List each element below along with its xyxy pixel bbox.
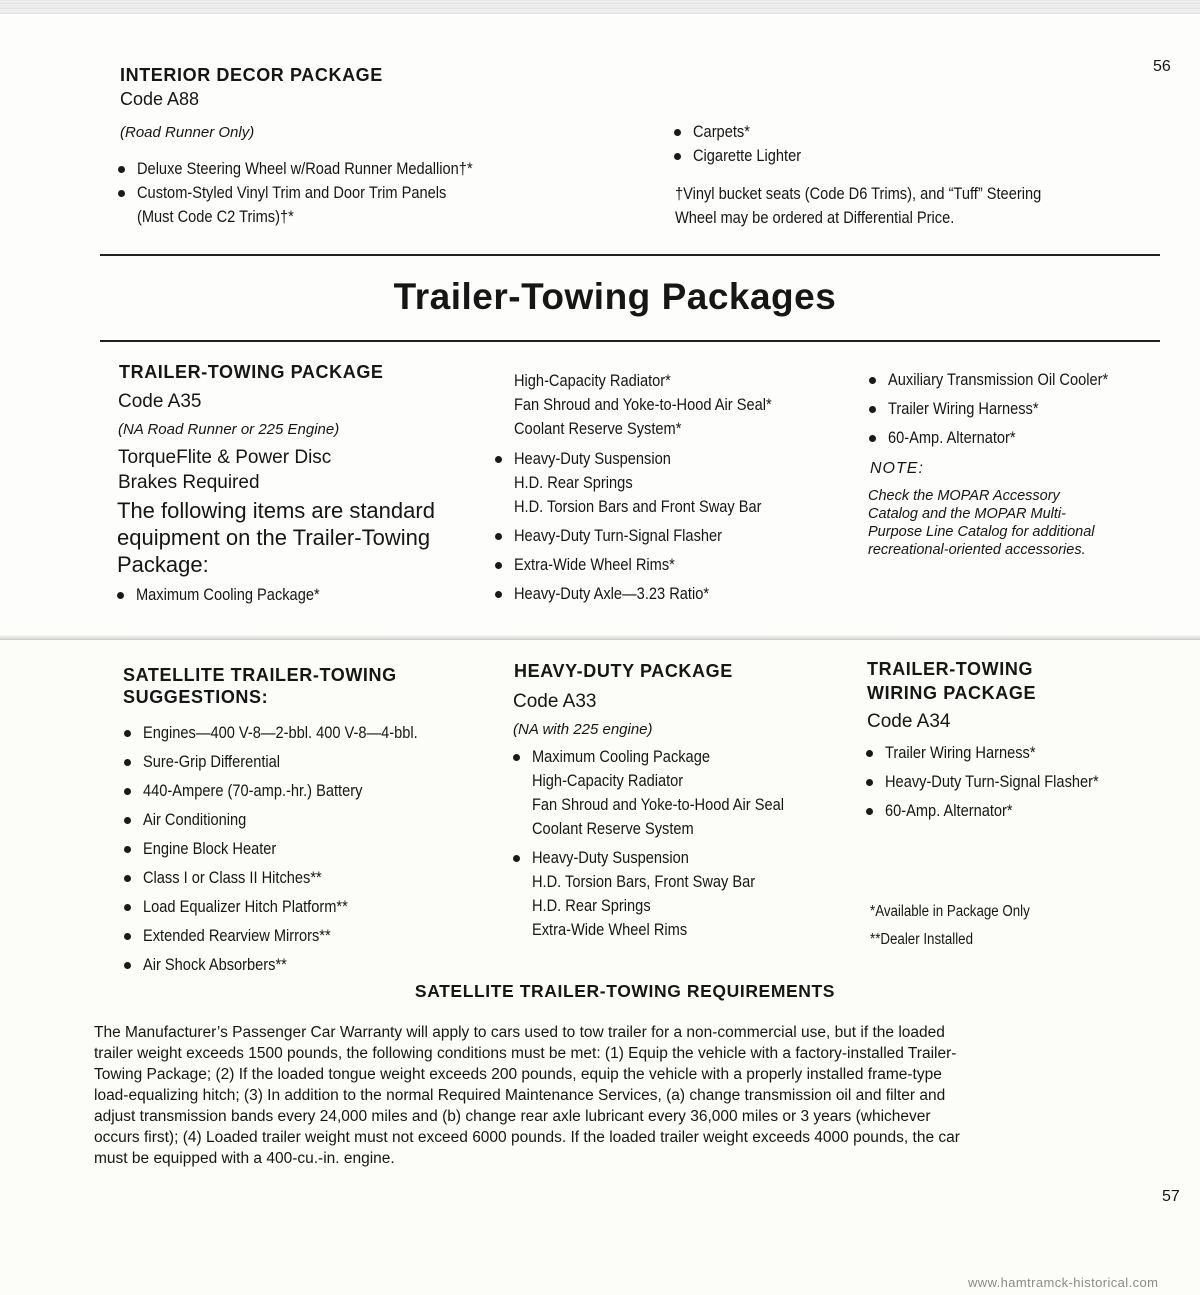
list-item: Extended Rearview Mirrors** — [124, 921, 462, 950]
list-item: Engines—400 V-8—2-bbl. 400 V-8—4-bbl. — [124, 718, 462, 747]
heavy-duty-heading: HEAVY-DUTY PACKAGE — [514, 661, 733, 681]
bullet-icon — [124, 904, 131, 911]
bullet-icon — [513, 754, 520, 761]
list-item: Cigarette Lighter — [674, 144, 819, 168]
list-item: Heavy-Duty Suspension — [513, 846, 825, 870]
trailer-towing-list-1 — [117, 583, 350, 607]
section-title: Trailer-Towing Packages — [393, 276, 837, 317]
trailer-towing-requirement: TorqueFlite & Power Disc Brakes Required — [118, 447, 332, 493]
trailer-towing-list-2 — [495, 447, 802, 606]
list-item-sub: H.D. Torsion Bars and Front Sway Bar — [514, 497, 762, 516]
bullet-icon — [869, 406, 876, 413]
list-item: Extra-Wide Wheel Rims* — [495, 553, 802, 577]
suggestions-heading: SATELLITE TRAILER-TOWING SUGGESTIONS: — [123, 665, 397, 707]
list-item: Carpets* — [674, 120, 819, 144]
note-label: NOTE: — [870, 460, 924, 477]
trailer-towing-heading: TRAILER-TOWING PACKAGE — [119, 362, 384, 382]
divider — [100, 340, 1160, 342]
page-number: 57 — [1162, 1188, 1180, 1205]
list-item: 60-Amp. Alternator* — [869, 426, 1144, 450]
interior-decor-qualifier: (Road Runner Only) — [120, 124, 255, 141]
page-57 — [0, 640, 1200, 1295]
list-item-sub: Fan Shroud and Yoke-to-Hood Air Seal — [532, 795, 784, 814]
bullet-icon — [124, 730, 131, 737]
bullet-icon — [495, 562, 502, 569]
interior-footnote: †Vinyl bucket seats (Code D6 Trims), and “Tuff” Steering Wheel may be ordered at Differential Price. — [675, 184, 1042, 227]
interior-decor-code: Code A88 — [120, 89, 200, 109]
list-item: 60-Amp. Alternator* — [866, 796, 1133, 825]
bullet-icon — [513, 855, 520, 862]
divider — [100, 254, 1160, 256]
list-item: Heavy-Duty Axle—3.23 Ratio* — [495, 582, 802, 606]
list-item-sub: H.D. Rear Springs — [532, 896, 651, 915]
trailer-towing-code: Code A35 — [118, 391, 202, 412]
bullet-icon — [495, 591, 502, 598]
requirements-text: The Manufacturer’s Passenger Car Warranty will apply to cars used to tow trailer for a non-commercial use, but if the loaded trailer weight exceeds 1500 pounds, the following conditions must be met: (1) Equip the vehicle with a factory-installed Trailer- Towing Package; (2) If the loaded tongue weight exceeds 200 pounds, equip the vehicle with a properly installed frame-type load-equalizing hitch; (3) In addition to the normal Required Maintenance Services, (a) change transmission oil and filter and adjust transmission bands every 24,000 miles and (b) change rear axle lubricant every 36,000 miles or 3 years (whichever occurs first); (4) Loaded trailer weight must not exceed 6000 pounds. If the loaded trailer weight exceeds 4000 pounds, the car must be equipped with a 400-cu.-in. engine. — [94, 1024, 960, 1167]
heavy-duty-code: Code A33 — [513, 691, 597, 712]
bullet-icon — [869, 377, 876, 384]
bullet-icon — [118, 166, 125, 173]
list-item: Engine Block Heater — [124, 834, 462, 863]
bullet-icon — [124, 962, 131, 969]
suggestions-list — [124, 718, 462, 979]
list-item-continued: (Must Code C2 Trims)†* — [137, 207, 294, 226]
wiring-list — [866, 738, 1133, 825]
bullet-icon — [495, 456, 502, 463]
interior-decor-heading: INTERIOR DECOR PACKAGE — [120, 65, 383, 85]
watermark: www.hamtramck-historical.com — [968, 1275, 1159, 1290]
bullet-icon — [124, 759, 131, 766]
list-item-sub: High-Capacity Radiator — [532, 771, 684, 790]
heavy-duty-qualifier: (NA with 225 engine) — [513, 721, 653, 738]
note-text: Check the MOPAR Accessory Catalog and the MOPAR Multi- Purpose Line Catalog for additional recreational-oriented accessories. — [868, 488, 1095, 558]
bullet-icon — [124, 788, 131, 795]
cooling-sub-items: High-Capacity Radiator* Fan Shroud and Yoke-to-Hood Air Seal* Coolant Reserve System* — [514, 371, 772, 438]
scan-edge — [0, 0, 1200, 14]
page-number: 56 — [1153, 58, 1171, 75]
bullet-icon — [124, 875, 131, 882]
bullet-icon — [674, 153, 681, 160]
list-item: Maximum Cooling Package — [513, 745, 825, 769]
bullet-icon — [866, 779, 873, 786]
interior-decor-list — [118, 157, 527, 229]
bullet-icon — [674, 129, 681, 136]
bullet-icon — [124, 817, 131, 824]
bullet-icon — [869, 435, 876, 442]
bullet-icon — [495, 533, 502, 540]
bullet-icon — [124, 846, 131, 853]
bullet-icon — [124, 933, 131, 940]
list-item: Heavy-Duty Turn-Signal Flasher* — [866, 767, 1133, 796]
bullet-icon — [118, 190, 125, 197]
trailer-towing-list-3 — [869, 368, 1144, 450]
list-item: Auxiliary Transmission Oil Cooler* — [869, 368, 1144, 392]
bullet-icon — [866, 808, 873, 815]
interior-decor-right-list — [674, 120, 819, 168]
list-item: Deluxe Steering Wheel w/Road Runner Medallion†* — [118, 157, 527, 181]
page-56 — [0, 0, 1200, 640]
requirements-heading: SATELLITE TRAILER-TOWING REQUIREMENTS — [414, 981, 836, 1001]
bullet-icon — [866, 750, 873, 757]
bullet-icon — [117, 592, 124, 599]
list-item: Maximum Cooling Package* — [117, 583, 350, 607]
list-item: Heavy-Duty Suspension — [495, 447, 802, 471]
list-item-sub: Coolant Reserve System — [532, 819, 694, 838]
heavy-duty-list — [513, 745, 825, 942]
list-item-sub: H.D. Torsion Bars, Front Sway Bar — [532, 872, 756, 891]
list-item: Trailer Wiring Harness* — [869, 397, 1144, 421]
list-item-sub: Extra-Wide Wheel Rims — [532, 920, 688, 939]
wiring-heading: TRAILER-TOWING WIRING PACKAGE — [867, 659, 1037, 703]
list-item: Air Shock Absorbers** — [124, 950, 462, 979]
list-item: 440-Ampere (70-amp.-hr.) Battery — [124, 776, 462, 805]
trailer-towing-qualifier: (NA Road Runner or 225 Engine) — [118, 421, 340, 438]
list-item: Heavy-Duty Turn-Signal Flasher — [495, 524, 802, 548]
list-item-sub: H.D. Rear Springs — [514, 473, 633, 492]
list-item: Custom-Styled Vinyl Trim and Door Trim Panels — [118, 181, 527, 205]
list-item: Sure-Grip Differential — [124, 747, 462, 776]
list-item: Class I or Class II Hitches** — [124, 863, 462, 892]
wiring-footnotes: *Available in Package Only **Dealer Installed — [870, 903, 1030, 948]
list-item: Trailer Wiring Harness* — [866, 738, 1133, 767]
list-item: Air Conditioning — [124, 805, 462, 834]
list-item: Load Equalizer Hitch Platform** — [124, 892, 462, 921]
wiring-code: Code A34 — [867, 711, 951, 732]
trailer-towing-intro: The following items are standard equipment on the Trailer-Towing Package: — [117, 498, 435, 577]
